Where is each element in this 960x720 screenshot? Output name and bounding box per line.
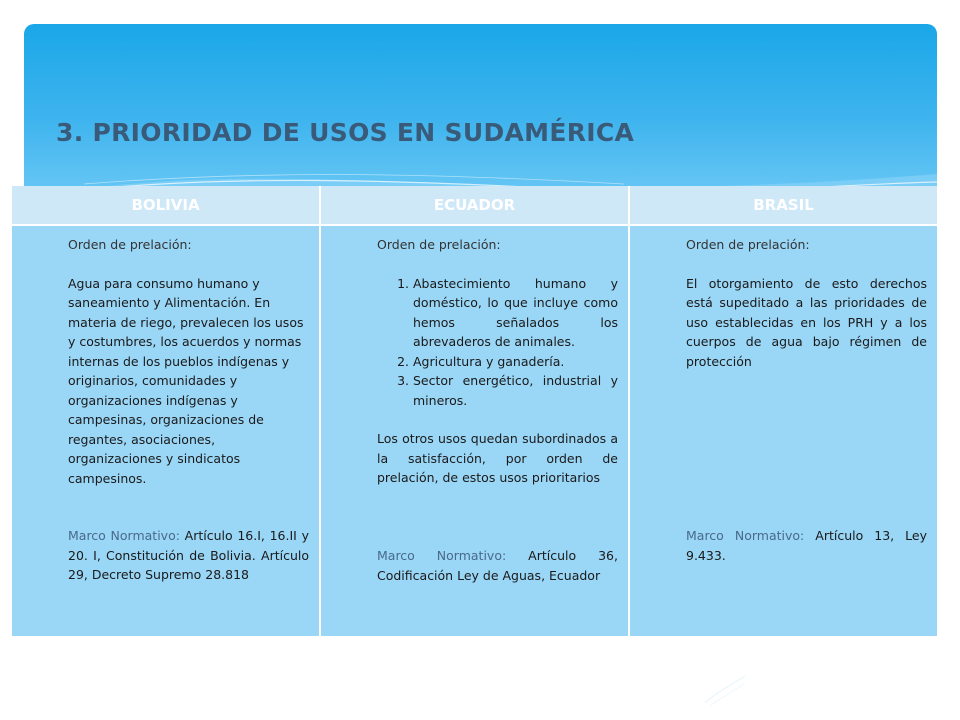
- body-row: [12, 225, 937, 636]
- brasil-text: El otorgamiento de esto derechos está supeditado a las prioridades de uso establecidas en los PRH y a los cuerpos de agua bajo régimen de protección: [686, 275, 927, 369]
- header-brasil: BRASIL: [629, 186, 937, 225]
- ecuador-item-3: 3. Sector energético, industrial y mineros.: [413, 371, 618, 410]
- ecuador-item-1: 1. Abastecimiento humano y doméstico, lo que incluye como hemos señalados los abrevaderos de animales.: [413, 274, 618, 352]
- bolivia-marco: [68, 526, 309, 585]
- bolivia-text: Agua para consumo humano y saneamiento y Alimentación. En materia de riego, prevalecen los usos y costumbres, los acuerdos y normas internas de los pueblos indígenas y originarios, comunidades y organizaciones indígenas y campesinas, organizaciones de regantes, asociaciones, organizaciones y sindicatos campesinos.: [68, 275, 304, 486]
- header-bolivia: BOLIVIA: [12, 186, 320, 225]
- header-ecuador: ECUADOR: [320, 186, 629, 225]
- brasil-marco: [686, 526, 927, 565]
- ecuador-item-2: 2. Agricultura y ganadería.: [413, 352, 618, 372]
- banner-wave-decoration: [24, 24, 937, 199]
- header-row: [12, 186, 937, 225]
- cell-ecuador: [320, 225, 629, 636]
- bolivia-marco-text: Artículo 16.I, 16.II y 20. I, Constitución de Bolivia. Artículo 29, Decreto Supremo 28.818: [68, 528, 309, 582]
- comparison-table: [12, 186, 937, 636]
- bolivia-marco-label: Marco Normativo:: [68, 528, 180, 543]
- brasil-marco-label: Marco Normativo:: [686, 528, 805, 543]
- ecuador-priority-list: [377, 274, 618, 411]
- bolivia-label: Orden de prelación:: [68, 237, 192, 252]
- ecuador-label: Orden de prelación:: [377, 237, 501, 252]
- brasil-label: Orden de prelación:: [686, 237, 810, 252]
- cell-bolivia: [12, 225, 320, 636]
- brasil-marco-text: Artículo 13, Ley 9.433.: [686, 528, 927, 563]
- ecuador-marco: [377, 546, 618, 585]
- ecuador-text: Los otros usos quedan subordinados a la satisfacción, por orden de prelación, de estos usos prioritarios: [377, 431, 618, 485]
- cell-brasil: [629, 225, 937, 636]
- sparkle-decoration: [700, 668, 750, 708]
- ecuador-marco-label: Marco Normativo:: [377, 548, 507, 563]
- slide-title: 3. PRIORIDAD DE USOS EN SUDAMÉRICA: [56, 118, 635, 147]
- title-banner: [24, 24, 937, 199]
- ecuador-marco-text: Artículo 36, Codificación Ley de Aguas, Ecuador: [377, 548, 618, 583]
